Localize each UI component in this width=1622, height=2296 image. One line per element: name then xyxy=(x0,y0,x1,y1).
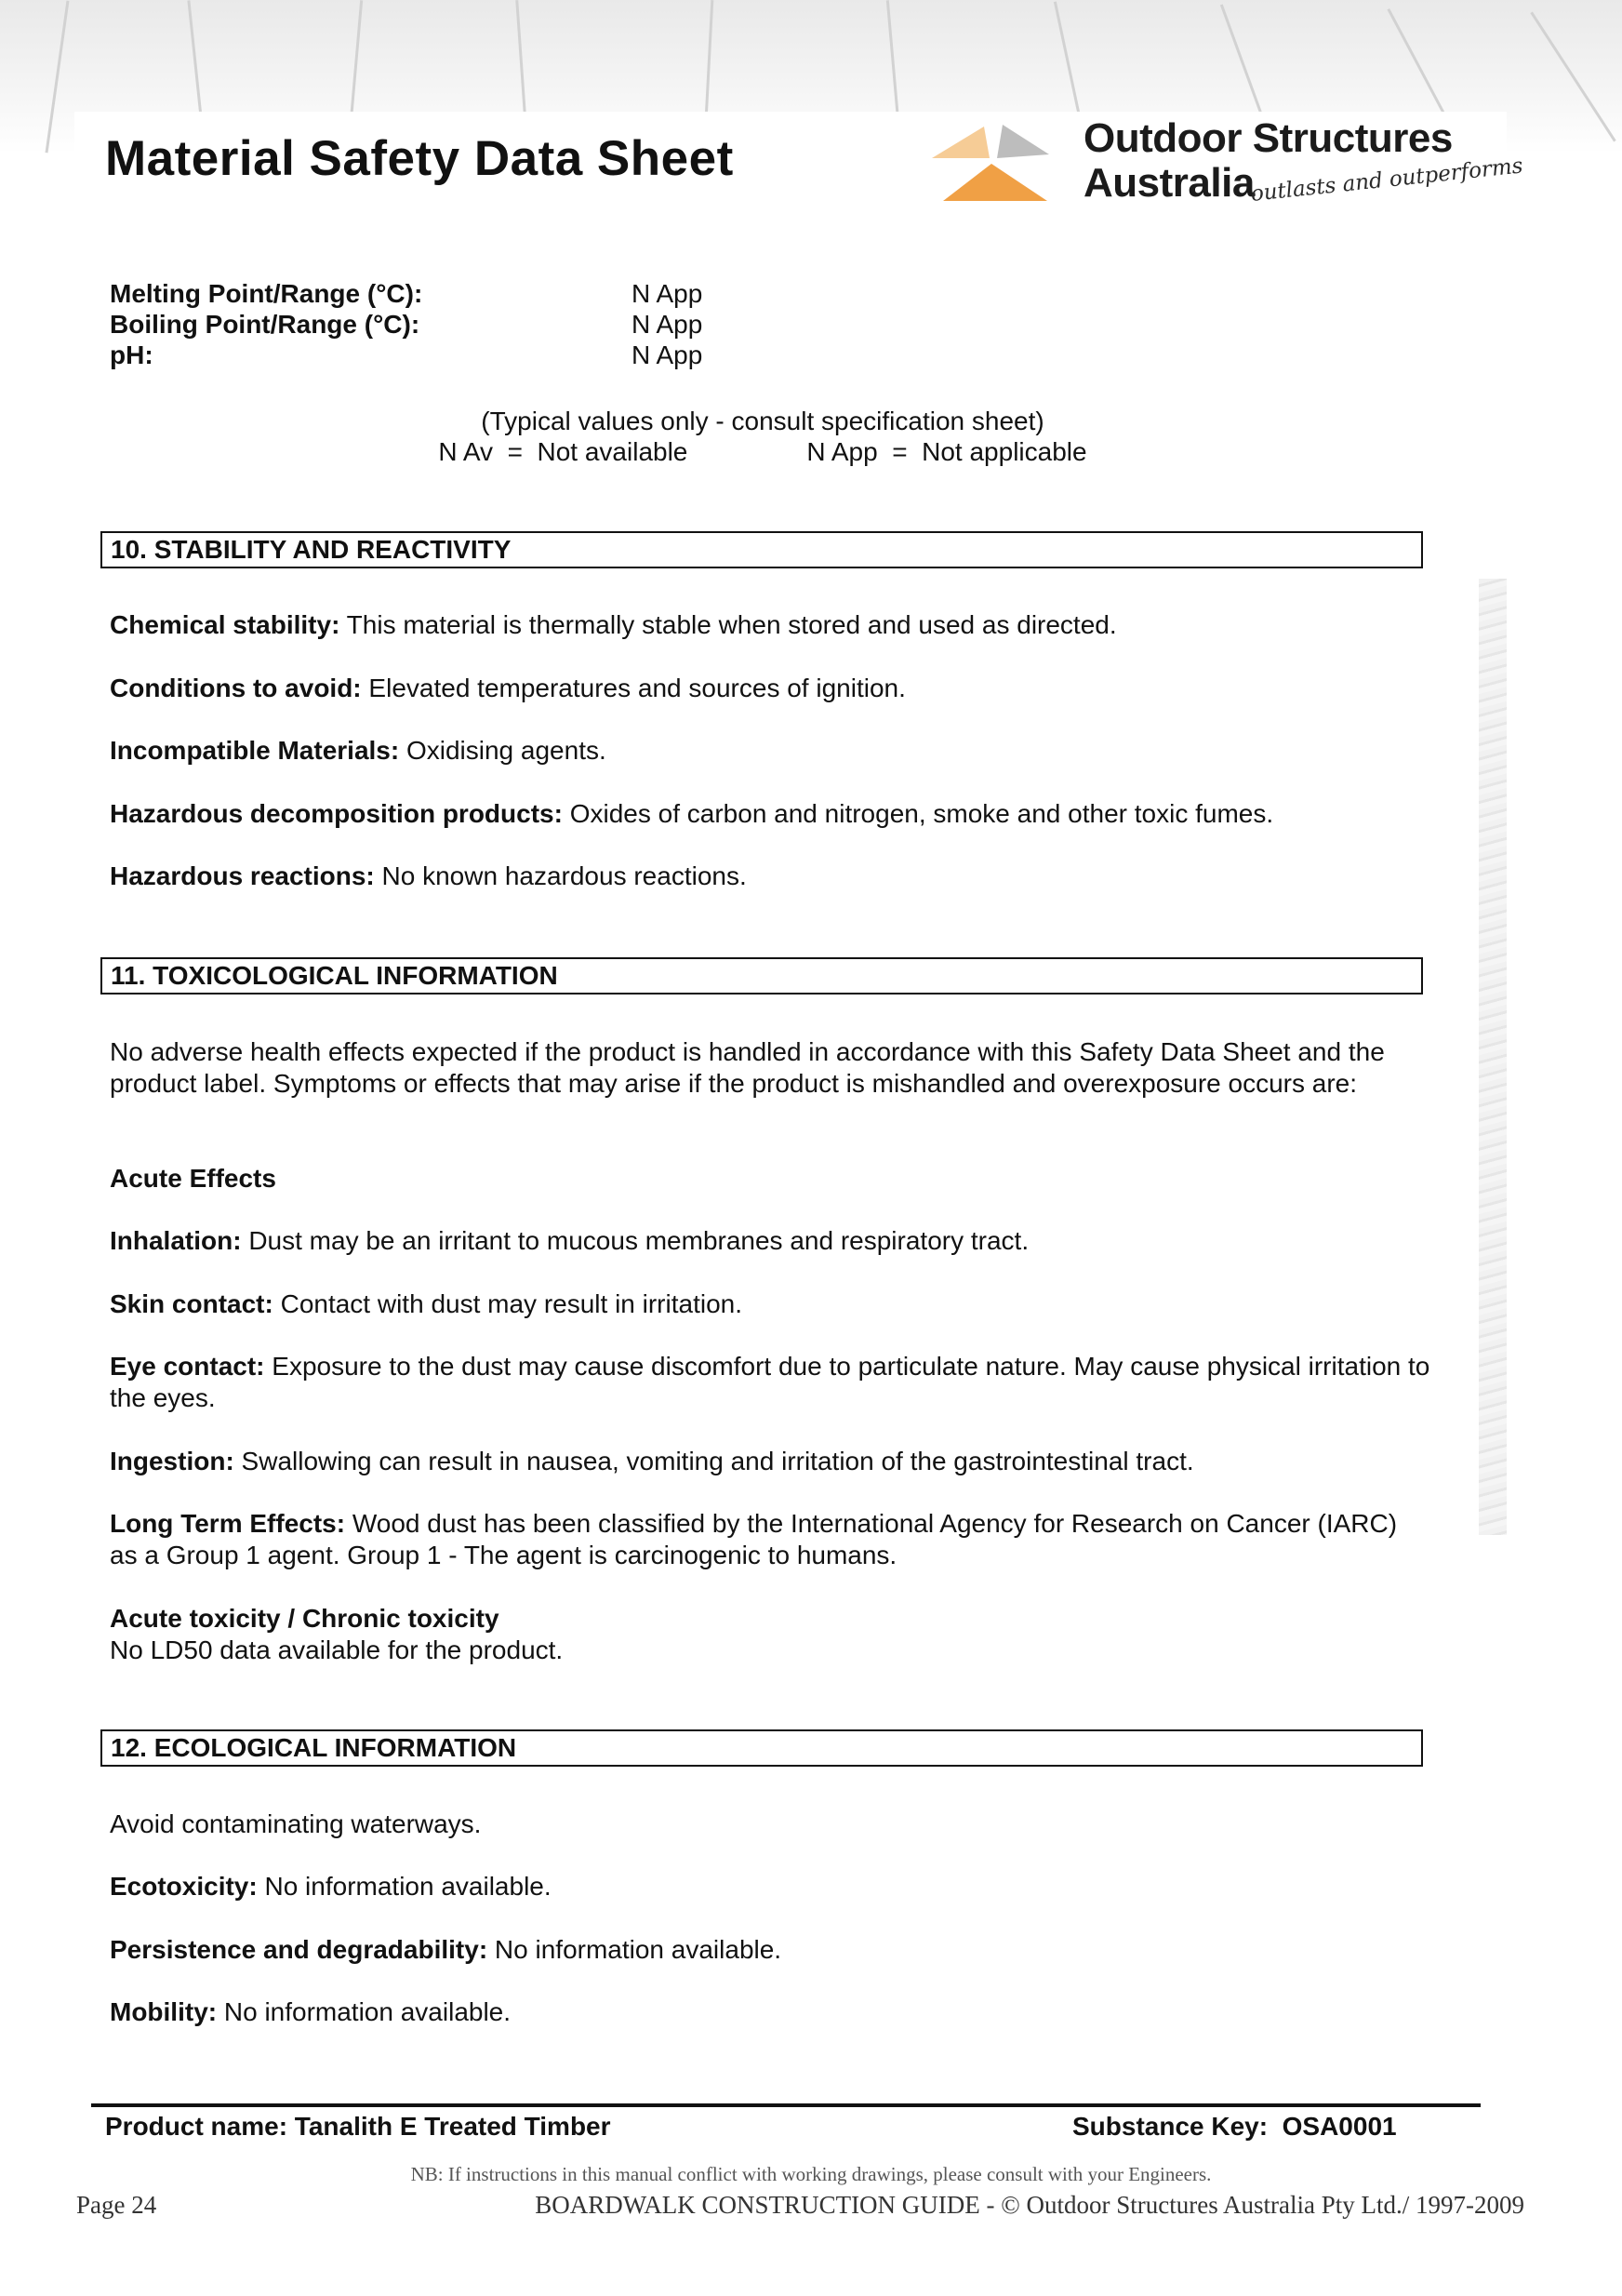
side-texture-strip xyxy=(1479,579,1507,1535)
logo-tagline: outlasts and outperforms xyxy=(1249,154,1524,207)
item-text: Swallowing can result in nausea, vomiting and irritation of the gastrointestinal tract. xyxy=(233,1447,1194,1475)
item-label: Incompatible Materials: xyxy=(110,736,400,765)
item-text: This material is thermally stable when stored and used as directed. xyxy=(339,610,1117,639)
item-text: Exposure to the dust may cause discomfort due to particulate nature. May cause physical irritation to the eyes. xyxy=(110,1352,1430,1412)
item-label: Long Term Effects: xyxy=(110,1509,346,1538)
toxicology-item xyxy=(110,1508,1430,1571)
property-label: Melting Point/Range (°C): xyxy=(110,279,423,308)
toxicity-heading: Acute toxicity / Chronic toxicity xyxy=(110,1604,499,1633)
toxicology-intro: No adverse health effects expected if the product is handled in accordance with this Safety Data Sheet and the product label. Symptoms or effects that may arise if the product is mishandled and overexposure occurs are: xyxy=(110,1037,1385,1098)
company-logo-icon xyxy=(930,119,1051,203)
item-label: Hazardous reactions: xyxy=(110,861,375,890)
guide-copyright: BOARDWALK CONSTRUCTION GUIDE - © Outdoor Structures Australia Pty Ltd./ 1997-2009 xyxy=(535,2191,1524,2219)
logo-grey-facet xyxy=(997,125,1049,158)
property-value: N App xyxy=(632,279,703,308)
item-text: Oxidising agents. xyxy=(399,736,606,765)
footer-divider xyxy=(91,2103,1481,2107)
ecology-intro: Avoid contaminating waterways. xyxy=(110,1809,482,1838)
property-label: pH: xyxy=(110,340,153,369)
item-label: Eye contact: xyxy=(110,1352,265,1381)
section-heading-stability: 10. STABILITY AND REACTIVITY xyxy=(100,531,1423,568)
abbreviation-napp: N App = Not applicable xyxy=(806,437,1087,466)
banner-plank xyxy=(46,1,70,154)
item-text: Contact with dust may result in irritation. xyxy=(273,1289,743,1318)
abbreviation-nav: N Av = Not available xyxy=(438,437,688,466)
stability-item xyxy=(110,798,1430,830)
section-heading-ecology: 12. ECOLOGICAL INFORMATION xyxy=(100,1729,1423,1767)
ecology-item xyxy=(110,1934,1430,1966)
item-label: Conditions to avoid: xyxy=(110,674,362,702)
footer-engineer-note: NB: If instructions in this manual conflict with working drawings, please consult with your Engineers. xyxy=(410,2163,1212,2185)
abbreviation-legend xyxy=(0,437,1525,467)
item-label: Ecotoxicity: xyxy=(110,1872,258,1901)
property-row xyxy=(110,278,703,309)
ecology-item xyxy=(110,1996,1430,2028)
ecology-item xyxy=(110,1871,1430,1902)
item-text: Elevated temperatures and sources of ignition. xyxy=(361,674,906,702)
toxicology-item xyxy=(110,1351,1430,1414)
item-text: Wood dust has been classified by the International Agency for Research on Cancer (IARC) as a Group 1 agent. Group 1 - The agent is carcinogenic to humans. xyxy=(110,1509,1398,1569)
stability-item xyxy=(110,735,1430,767)
toxicology-item xyxy=(110,1288,1430,1320)
logo-peach-facet xyxy=(932,127,990,158)
document-title: Material Safety Data Sheet xyxy=(105,131,734,186)
item-label: Skin contact: xyxy=(110,1289,273,1318)
item-text: No information available. xyxy=(487,1935,782,1964)
logo-name-line2: Australia xyxy=(1084,160,1255,206)
acute-effects-heading: Acute Effects xyxy=(110,1164,276,1193)
property-row xyxy=(110,309,703,340)
toxicology-item xyxy=(110,1225,1430,1257)
property-value: N App xyxy=(632,310,703,339)
toxicology-item xyxy=(110,1446,1430,1477)
item-label: Inhalation: xyxy=(110,1226,242,1255)
page-number: Page 24 xyxy=(76,2191,157,2219)
item-text: Dust may be an irritant to mucous membranes and respiratory tract. xyxy=(241,1226,1030,1255)
item-label: Hazardous decomposition products: xyxy=(110,799,563,828)
property-label: Boiling Point/Range (°C): xyxy=(110,310,420,339)
banner-plank xyxy=(1530,11,1615,141)
item-label: Persistence and degradability: xyxy=(110,1935,488,1964)
item-text: Oxides of carbon and nitrogen, smoke and other toxic fumes. xyxy=(562,799,1274,828)
physical-properties-list xyxy=(110,278,703,370)
section-heading-toxicology: 11. TOXICOLOGICAL INFORMATION xyxy=(100,957,1423,994)
footer-substance-key: Substance Key: OSA0001 xyxy=(1072,2112,1397,2141)
item-text: No known hazardous reactions. xyxy=(374,861,747,890)
item-label: Ingestion: xyxy=(110,1447,234,1475)
item-text: No information available. xyxy=(217,1997,512,2026)
item-label: Chemical stability: xyxy=(110,610,340,639)
footer-product-name: Product name: Tanalith E Treated Timber xyxy=(105,2112,611,2141)
logo-name-line1: Outdoor Structures xyxy=(1084,115,1453,161)
item-text: No information available. xyxy=(257,1872,552,1901)
logo-orange-facet xyxy=(943,164,1047,201)
property-value: N App xyxy=(632,340,703,369)
item-label: Mobility: xyxy=(110,1997,218,2026)
toxicity-text: No LD50 data available for the product. xyxy=(110,1635,564,1664)
typical-values-note: (Typical values only - consult specification sheet) xyxy=(481,407,1044,435)
property-row xyxy=(110,340,703,370)
stability-item xyxy=(110,673,1430,704)
stability-item xyxy=(110,609,1430,641)
stability-item xyxy=(110,861,1430,892)
